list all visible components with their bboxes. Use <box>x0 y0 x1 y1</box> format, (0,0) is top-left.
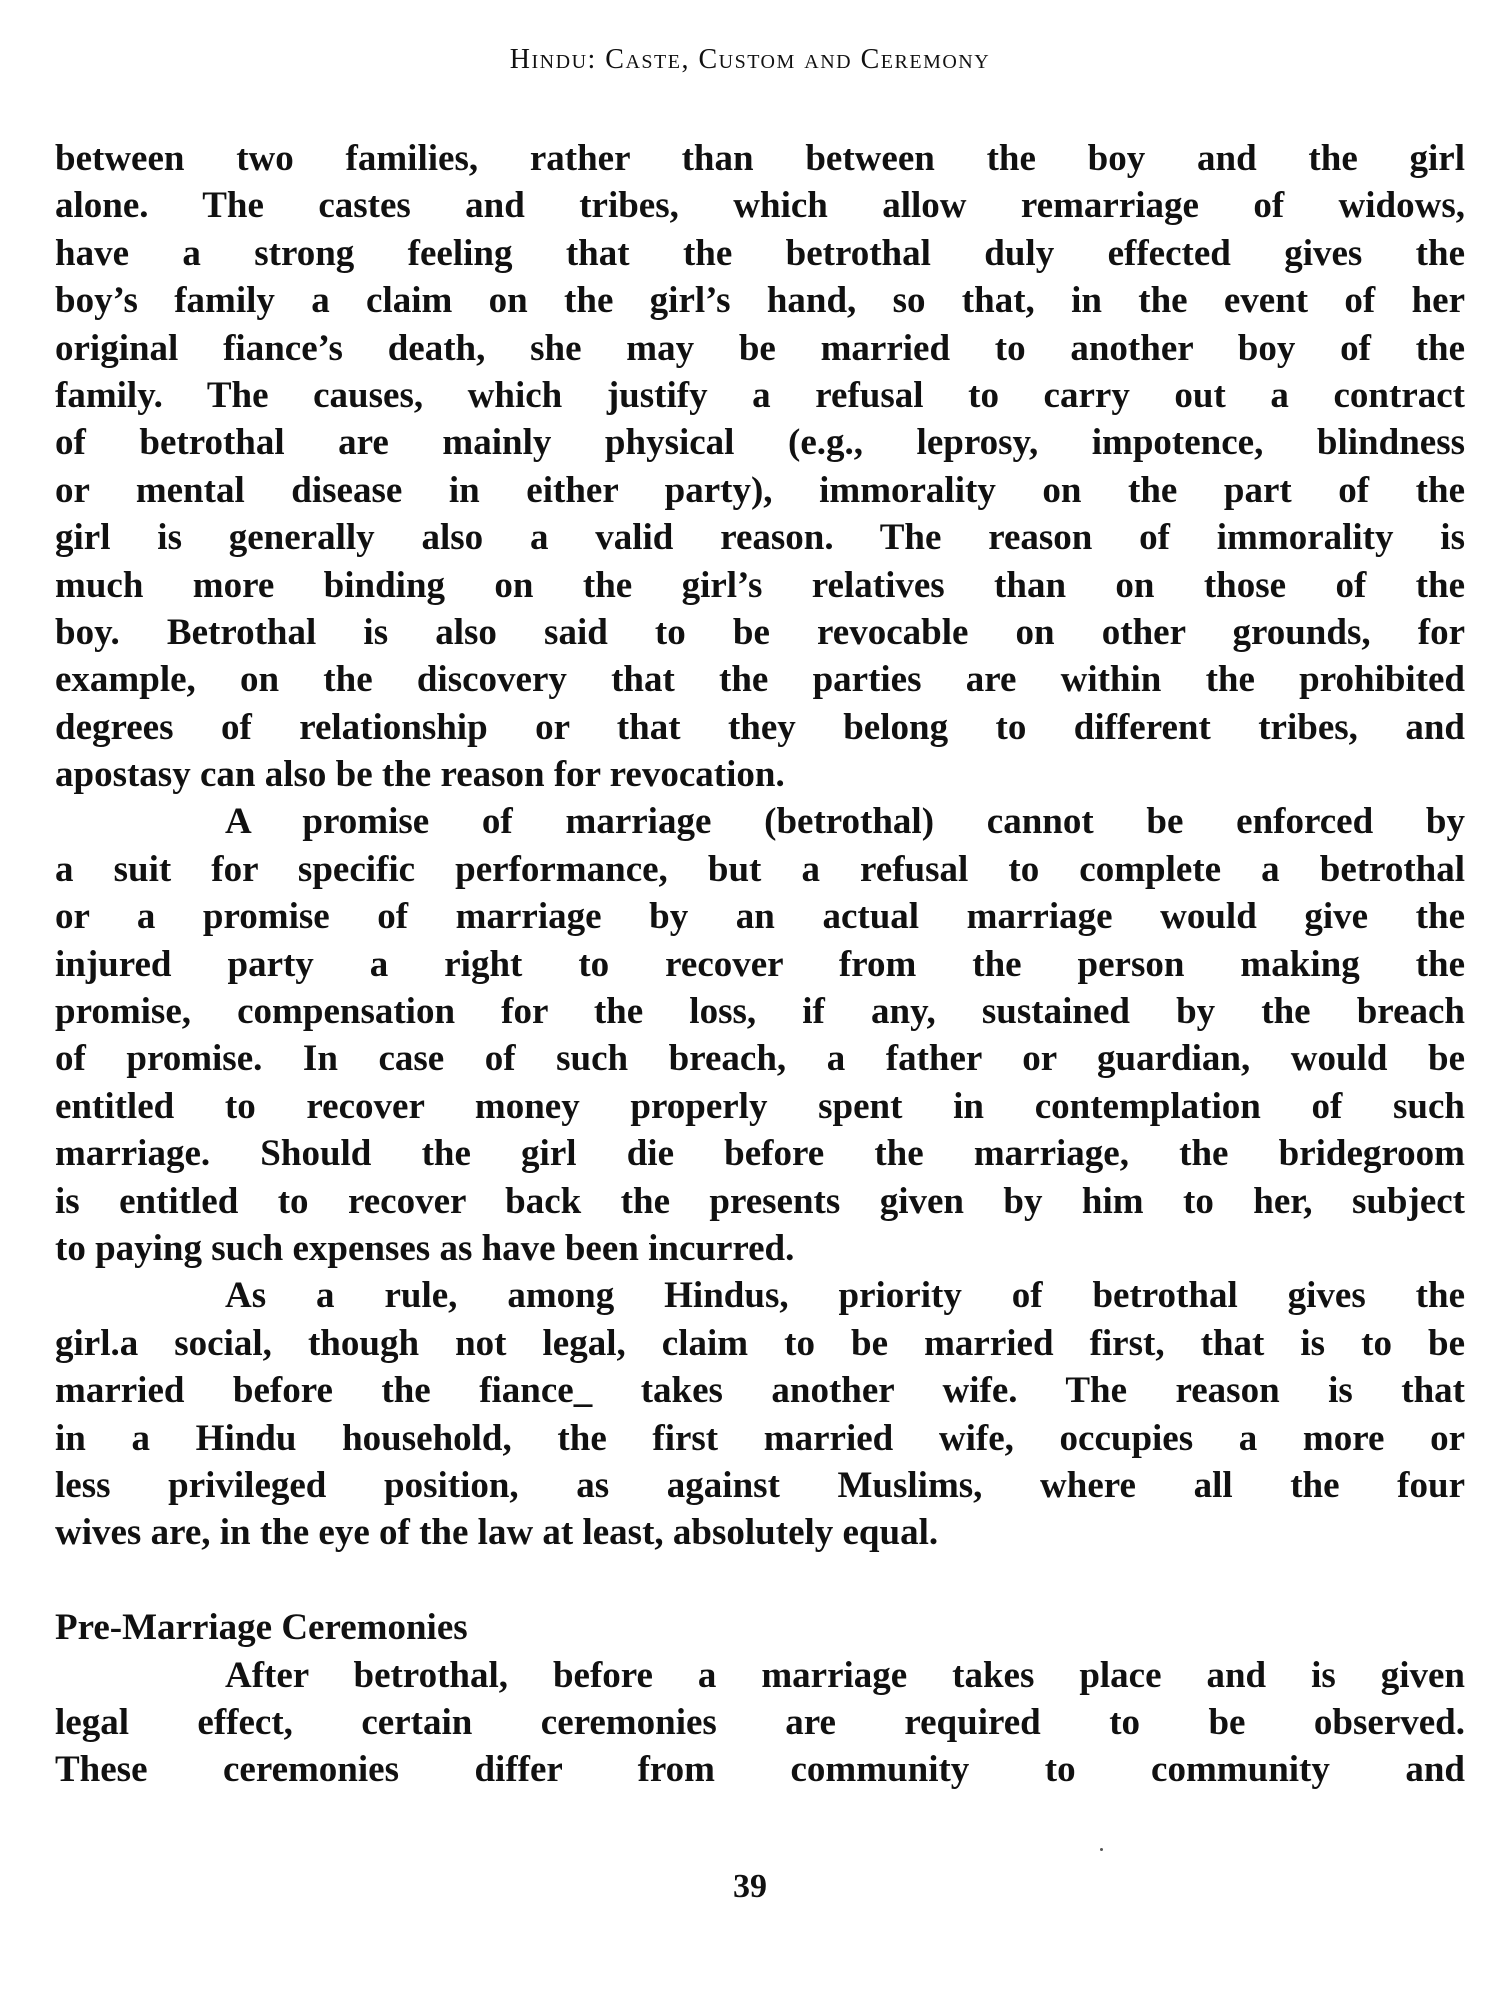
text-line: less privileged position, as against Muslims, where all the four <box>55 1464 1465 1506</box>
text-line: or mental disease in either party), immorality on the part of the <box>55 469 1465 511</box>
body-text <box>55 135 1465 1794</box>
text-line: After betrothal, before a marriage takes place and is given <box>225 1654 1465 1696</box>
paragraph-2 <box>55 798 1465 1272</box>
text-line: example, on the discovery that the parties are within the prohibited <box>55 659 1465 701</box>
text-line: degrees of relationship or that they belong to different tribes, and <box>55 706 1465 748</box>
text-line: wives are, in the eye of the law at least, absolutely equal. <box>55 1512 939 1554</box>
text-line: of betrothal are mainly physical (e.g., leprosy, impotence, blindness <box>55 422 1465 464</box>
page-number: 39 <box>733 1868 767 1905</box>
text-line: boy. Betrothal is also said to be revocable on other grounds, for <box>55 611 1465 653</box>
text-line: is entitled to recover back the presents given by him to her, subject <box>55 1180 1465 1222</box>
section-gap <box>55 1557 1465 1604</box>
scan-speck <box>1100 1848 1103 1851</box>
text-line: or a promise of marriage by an actual marriage would give the <box>55 896 1465 938</box>
text-line: apostasy can also be the reason for revocation. <box>55 754 785 796</box>
text-line: girl is generally also a valid reason. The reason of immorality is <box>55 517 1465 559</box>
text-line: injured party a right to recover from the person making the <box>55 943 1465 985</box>
paragraph-3 <box>55 1272 1465 1556</box>
text-line: boy’s family a claim on the girl’s hand, so that, in the event of her <box>55 280 1465 322</box>
text-line: alone. The castes and tribes, which allow remarriage of widows, <box>55 185 1465 227</box>
paragraph-1 <box>55 135 1465 798</box>
text-line: a suit for specific performance, but a refusal to complete a betrothal <box>55 848 1465 890</box>
section-heading: Pre-Marriage Ceremonies <box>55 1607 468 1649</box>
text-line: entitled to recover money properly spent in contemplation of such <box>55 1085 1465 1127</box>
text-line: A promise of marriage (betrothal) cannot be enforced by <box>225 801 1465 843</box>
text-line: legal effect, certain ceremonies are required to be observed. <box>55 1701 1465 1743</box>
running-head: Hindu: Caste, Custom and Ceremony <box>509 44 991 75</box>
text-line: between two families, rather than between the boy and the girl <box>55 138 1465 179</box>
text-line: married before the fiance_ takes another wife. The reason is that <box>55 1370 1465 1412</box>
text-line: girl.a social, though not legal, claim to be married first, that is to be <box>55 1322 1465 1364</box>
text-line: to paying such expenses as have been incurred. <box>55 1227 795 1269</box>
text-line: of promise. In case of such breach, a father or guardian, would be <box>55 1038 1465 1080</box>
paragraph-4 <box>55 1652 1465 1794</box>
text-line: As a rule, among Hindus, priority of betrothal gives the <box>225 1275 1465 1317</box>
text-line: These ceremonies differ from community to community and <box>55 1749 1465 1791</box>
text-line: marriage. Should the girl die before the marriage, the bridegroom <box>55 1133 1465 1175</box>
text-line: original fiance’s death, she may be married to another boy of the <box>55 327 1465 369</box>
text-line: have a strong feeling that the betrothal duly effected gives the <box>55 232 1465 274</box>
text-line: much more binding on the girl’s relatives than on those of the <box>55 564 1465 606</box>
text-line: family. The causes, which justify a refusal to carry out a contract <box>55 374 1465 416</box>
text-line: promise, compensation for the loss, if any, sustained by the breach <box>55 991 1465 1033</box>
text-line: in a Hindu household, the first married wife, occupies a more or <box>55 1417 1465 1459</box>
